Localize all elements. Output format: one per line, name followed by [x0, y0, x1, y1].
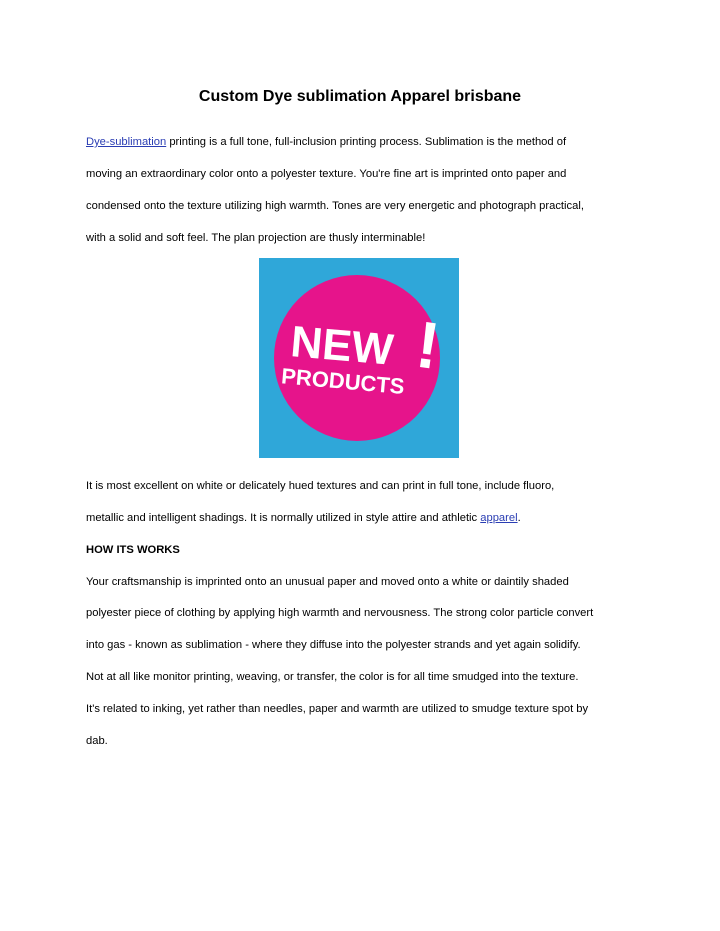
apparel-link[interactable]: apparel — [480, 512, 518, 524]
paragraph-line — [86, 510, 686, 526]
new-products-image — [259, 258, 459, 458]
document-title: Custom Dye sublimation Apparel brisbane — [198, 88, 522, 105]
paragraph-line: with a solid and soft feel. The plan projection are thusly interminable! — [86, 232, 426, 244]
exclamation-mark: ! — [411, 306, 445, 384]
paragraph-line: moving an extraordinary color onto a polyester texture. You're fine art is imprinted onto paper and — [86, 168, 567, 180]
paragraph-line — [86, 134, 686, 150]
paragraph-line: into gas - known as sublimation - where they diffuse into the polyester strands and yet again solidify. — [86, 639, 581, 651]
section-heading: HOW ITS WORKS — [86, 544, 180, 556]
paragraph-line: It's related to inking, yet rather than needles, paper and warmth are utilized to smudge texture spot by — [86, 703, 589, 715]
paragraph-line: It is most excellent on white or delicately hued textures and can print in full tone, include fluoro, — [86, 480, 555, 492]
paragraph-text: metallic and intelligent shadings. It is normally utilized in style attire and athletic — [86, 512, 481, 524]
paragraph-line: Your craftsmanship is imprinted onto an unusual paper and moved onto a white or daintily shaded — [86, 576, 569, 588]
paragraph-line: condensed onto the texture utilizing high warmth. Tones are very energetic and photograph practical, — [86, 200, 584, 212]
paragraph-line: dab. — [86, 735, 108, 747]
paragraph-text: . — [517, 512, 521, 524]
paragraph-text: printing is a full tone, full-inclusion printing process. Sublimation is the method of — [166, 136, 567, 148]
new-products-graphic — [259, 258, 459, 458]
new-word: NEW — [288, 317, 396, 375]
products-word: PRODUCTS — [280, 363, 406, 400]
paragraph-line: polyester piece of clothing by applying high warmth and nervousness. The strong color particle convert — [86, 607, 594, 619]
paragraph-line: Not at all like monitor printing, weaving, or transfer, the color is for all time smudged into the texture. — [86, 671, 579, 683]
dye-sublimation-link[interactable]: Dye-sublimation — [86, 136, 167, 148]
